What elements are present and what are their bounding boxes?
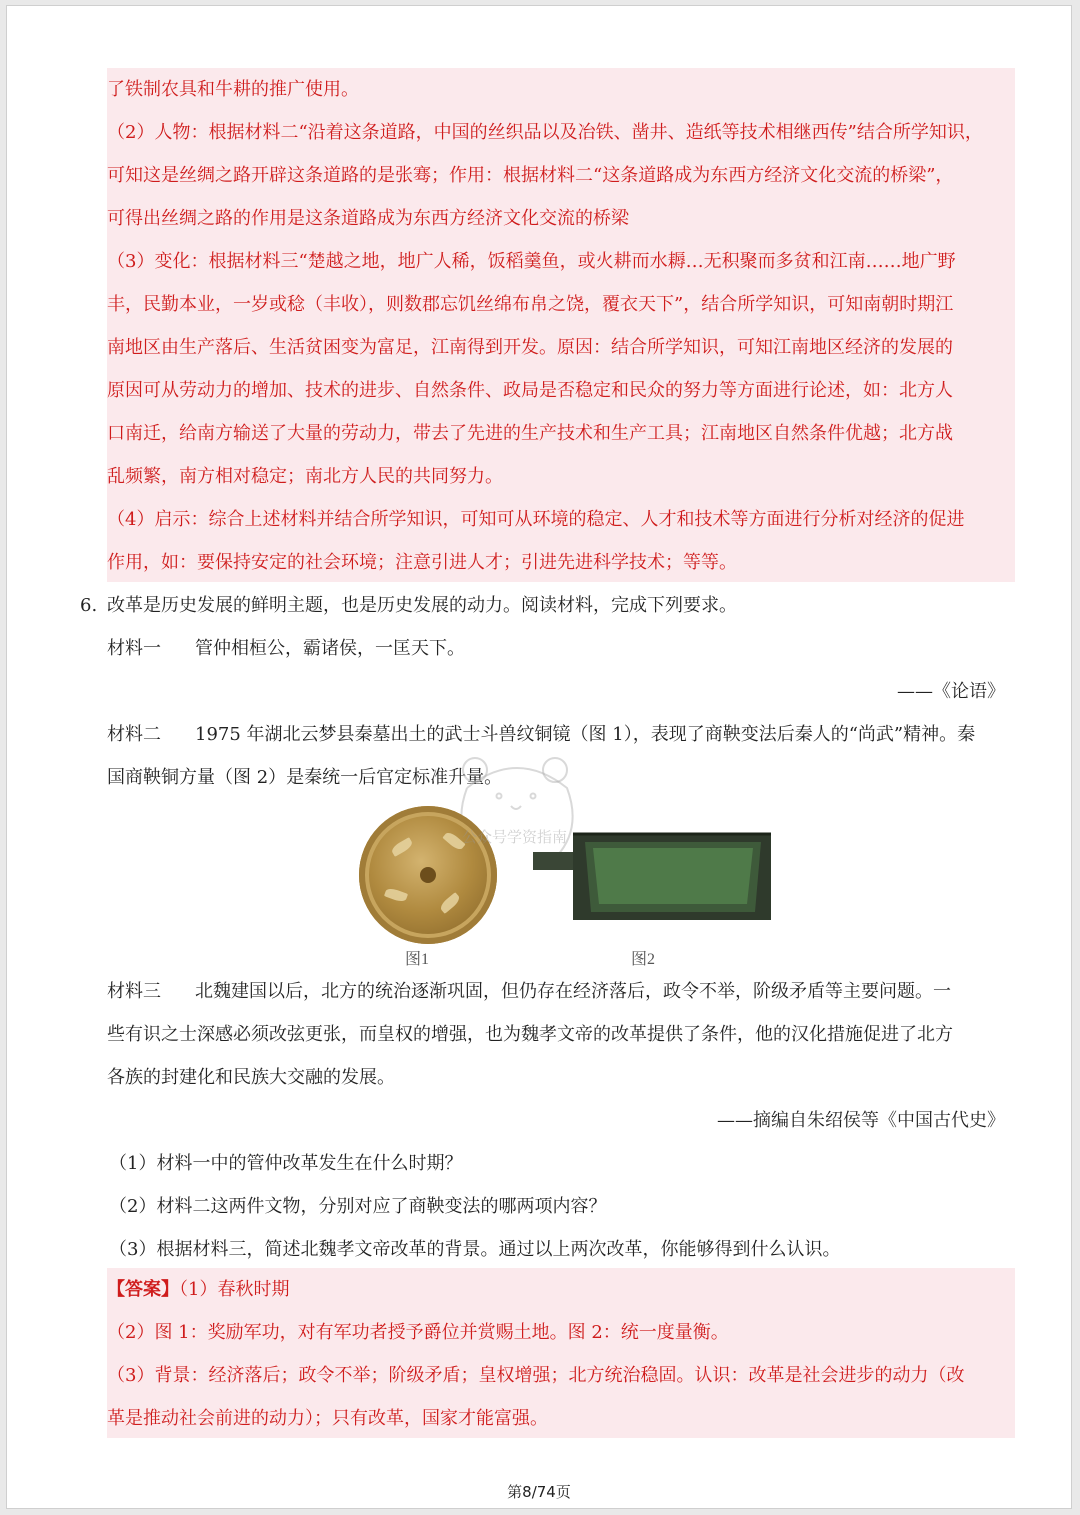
subquestion-3: （3）根据材料三，简述北魏孝文帝改革的背景。通过以上两次改革，你能够得到什么认识。: [109, 1239, 841, 1260]
material3-source: ——摘编自朱绍侯等《中国古代史》: [717, 1110, 1005, 1131]
answer-line: （4）启示：综合上述材料并结合所学知识，可知可从环境的稳定、人才和技术等方面进行分析对经济的促进: [107, 509, 965, 530]
answer-line: 了铁制农具和牛耕的推广使用。: [107, 79, 359, 100]
material1-source: ——《论语》: [897, 681, 1005, 702]
material3-text-line3: 各族的封建化和民族大交融的发展。: [107, 1067, 395, 1088]
answer-line: 可得出丝绸之路的作用是这条道路成为东西方经济文化交流的桥梁: [107, 208, 629, 229]
material3-text-line1: 北魏建国以后，北方的统治逐渐巩固，但仍存在经济落后，政令不举，阶级矛盾等主要问题。一: [195, 981, 951, 1002]
subquestion-1: （1）材料一中的管仲改革发生在什么时期？: [109, 1153, 463, 1174]
answer-line: （3）变化：根据材料三“楚越之地，地广人稀，饭稻羹鱼，或火耕而水耨…无积聚而多贫和江南……地广野: [107, 251, 956, 272]
bronze-measure-image: [533, 824, 771, 934]
mirror-motif: [390, 837, 414, 857]
answer-line: （2）人物：根据材料二“沿着这条道路，中国的丝织品以及冶铁、凿井、造纸等技术相继西传”结合所学知识，: [107, 122, 983, 143]
answer-line-4: 革是推动社会前进的动力）；只有改革，国家才能富强。: [107, 1408, 548, 1429]
document-page: [6, 5, 1072, 1509]
page-number: 第8/74页: [507, 1483, 571, 1501]
mirror-motif: [384, 887, 408, 904]
material1-text: 管仲相桓公，霸诸侯，一匡天下。: [195, 638, 465, 659]
mirror-motif: [438, 892, 461, 914]
material2-text-line1: 1975 年湖北云梦县秦墓出土的武士斗兽纹铜镜（图 1），表现了商鞅变法后秦人的“尚武”精神。秦: [195, 724, 976, 745]
question-stem: 改革是历史发展的鲜明主题，也是历史发展的动力。阅读材料，完成下列要求。: [107, 595, 737, 616]
material3-text-line2: 些有识之士深感必须改弦更张，而皇权的增强，也为魏孝文帝的改革提供了条件，他的汉化措施促进了北方: [107, 1024, 953, 1045]
mirror-center-knob: [420, 867, 436, 883]
material2-text-line2: 国商鞅铜方量（图 2）是秦统一后官定标准升量。: [107, 767, 503, 788]
answer-line: 南地区由生产落后、生活贫困变为富足，江南得到开发。原因：结合所学知识，可知江南地区经济的发展的: [107, 337, 953, 358]
question-number: 6.: [80, 595, 98, 616]
answer-block-bottom: [107, 1268, 1015, 1438]
answer-tag: 【答案】: [107, 1279, 179, 1300]
answer-line: 丰，民勤本业，一岁或稔（丰收），则数郡忘饥丝绵布帛之饶，覆衣天下”，结合所学知识，可知南朝时期江: [107, 294, 954, 315]
watermark-text: 公众号学资指南: [462, 828, 568, 846]
answer-line: 乱频繁，南方相对稳定；南北方人民的共同努力。: [107, 466, 503, 487]
figure2-label: 图2: [631, 951, 656, 968]
answer-line-2: （2）图 1：奖励军功，对有军功者授予爵位并赏赐土地。图 2：统一度量衡。: [107, 1322, 729, 1343]
figure1-label: 图1: [405, 951, 430, 968]
figures-area: [347, 796, 787, 976]
answer-text: （1）春秋时期: [179, 1279, 290, 1300]
answer-line-3: （3）背景：经济落后；政令不举；阶级矛盾；皇权增强；北方统治稳固。认识：改革是社会进步的动力（改: [107, 1365, 965, 1386]
material1-label: 材料一: [107, 638, 161, 659]
answer-line-1: [107, 1278, 289, 1302]
answer-line: 作用，如：要保持安定的社会环境；注意引进人才；引进先进科学技术；等等。: [107, 552, 737, 573]
answer-line: 原因可从劳动力的增加、技术的进步、自然条件、政局是否稳定和民众的努力等方面进行论述，如：北方人: [107, 380, 953, 401]
answer-line: 口南迁，给南方输送了大量的劳动力，带去了先进的生产技术和生产工具；江南地区自然条件优越；北方战: [107, 423, 953, 444]
subquestion-2: （2）材料二这两件文物，分别对应了商鞅变法的哪两项内容？: [109, 1196, 607, 1217]
material3-label: 材料三: [107, 981, 161, 1002]
answer-block-top: [107, 68, 1015, 582]
answer-line: 可知这是丝绸之路开辟这条道路的是张骞；作用：根据材料二“这条道路成为东西方经济文化交流的桥梁”，: [107, 165, 954, 186]
material2-label: 材料二: [107, 724, 161, 745]
